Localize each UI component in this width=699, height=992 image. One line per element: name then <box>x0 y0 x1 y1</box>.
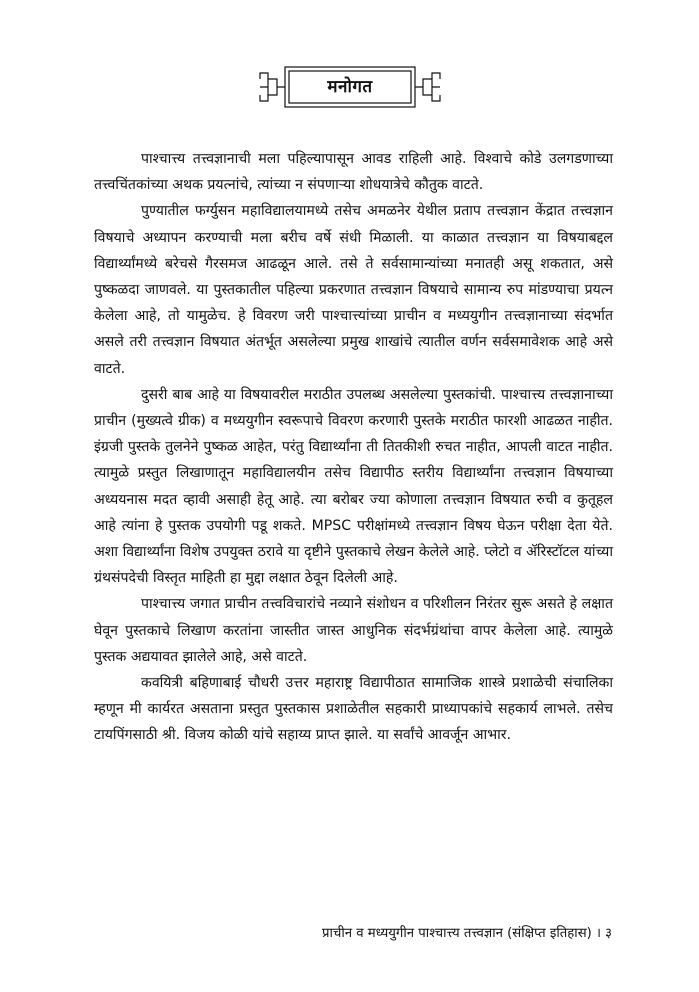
paragraph-4: पाश्चात्त्य जगात प्राचीन तत्त्वविचारांचे नव्याने संशोधन व परिशीलन निरंतर सुरू असते हे लक्षात घेवून पुस्तकाचे लिखाण करतांना जास्तीत जास्त आधुनिक संदर्भग्रंथांचा वापर केलेला आहे. त्यामुळे पुस्तक अद्ययावत झालेले आहे, असे वाटते. <box>94 596 613 665</box>
paragraph-1: पाश्चात्त्य तत्त्वज्ञानाची मला पहिल्यापासून आवड राहिली आहे. विश्वाचे कोडे उलगडणाच्या तत्त्वचिंतकांच्या अथक प्रयत्नांचे, त्यांच्या न संपणाऱ्या शोधयात्रेचे कौतुक वाटते. <box>94 151 613 194</box>
paragraph-2: पुण्यातील फर्ग्युसन महाविद्यालयामध्ये तसेच अमळनेर येथील प्रताप तत्त्वज्ञान केंद्रात तत्त्वज्ञान विषयाचे अध्यापन करण्याची मला बरीच वर्षे संधी मिळाली. या काळात तत्त्वज्ञान या विषयाबद्दल विद्यार्थ्यांमध्ये बरेचसे गैरसमज आढळून आले. तसे ते सर्वसामान्यांच्या मनातही असू शकतात, असे पुष्कळदा जाणवले. या पुस्तकातील पहिल्या प्रकरणात तत्त्वज्ञान विषयाचे सामान्य रुप मांडण्याचा प्रयत्न केलेला आहे, तो यामुळेच. हे विवरण जरी पाश्चात्त्यांच्या प्राचीन व मध्ययुगीन तत्त्वज्ञानाच्या संदर्भात असले तरी तत्त्वज्ञान विषयात अंतर्भूत असलेल्या प्रमुख शाखांचे त्यातील वर्णन सर्वसमावेशक आहे असे वाटते. <box>94 203 613 377</box>
paragraph-3: दुसरी बाब आहे या विषयावरील मराठीत उपलब्ध असलेल्या पुस्तकांची. पाश्चात्त्य तत्त्वज्ञानाच्या प्राचीन (मुख्यत्वे ग्रीक) व मध्ययुगीन स्वरूपाचे विवरण करणारी पुस्तके मराठीत फारशी आढळत नाहीत. इंग्रजी पुस्तके तुलनेने पुष्कळ आहेत, परंतु विद्यार्थ्यांना ती तितकीशी रुचत नाहीत, आपली वाटत नाहीत. त्यामुळे प्रस्तुत लिखाणातून महाविद्यालयीन तसेच विद्यापीठ स्तरीय विद्यार्थ्यांना तत्त्वज्ञान विषयाच्या अध्ययनास मदत व्हावी असाही हेतू आहे. त्या बरोबर ज्या कोणाला तत्त्वज्ञान विषयात रुची व कुतूहल आहे त्यांना हे पुस्तक उपयोगी पडू शकते. MPSC परीक्षांमध्ये तत्त्वज्ञान विषय घेऊन परीक्षा देता येते. अशा विद्यार्थ्यांना विशेष उपयुक्त ठरावे या दृष्टीने पुस्तकाचे लेखन केलेले आहे. प्लेटो व ॲरिस्टॉटल यांच्या ग्रंथसंपदेची विस्तृत माहिती हा मुद्दा लक्षात ठेवून दिलेली आहे. <box>94 386 613 587</box>
page-title: मनोगत <box>327 77 373 97</box>
page-title-frame <box>257 58 443 116</box>
paragraph-5: कवयित्री बहिणाबाई चौधरी उत्तर महाराष्ट्र विद्यापीठात सामाजिक शास्त्रे प्रशाळेची संचालिका म्हणून मी कार्यरत असताना प्रस्तुत पुस्तकास प्रशाळेतील सहकारी प्राध्यापकांचे सहकार्य लाभले. तसेच टायपिंगसाठी श्री. विजय कोळी यांचे सहाय्य प्राप्त झाले. या सर्वांचे आवर्जून आभार. <box>94 675 613 744</box>
body-text <box>94 146 613 749</box>
running-footer: प्राचीन व मध्ययुगीन पाश्चात्त्य तत्त्वज्ञान (संक्षिप्त इतिहास) । ३ <box>322 926 612 941</box>
